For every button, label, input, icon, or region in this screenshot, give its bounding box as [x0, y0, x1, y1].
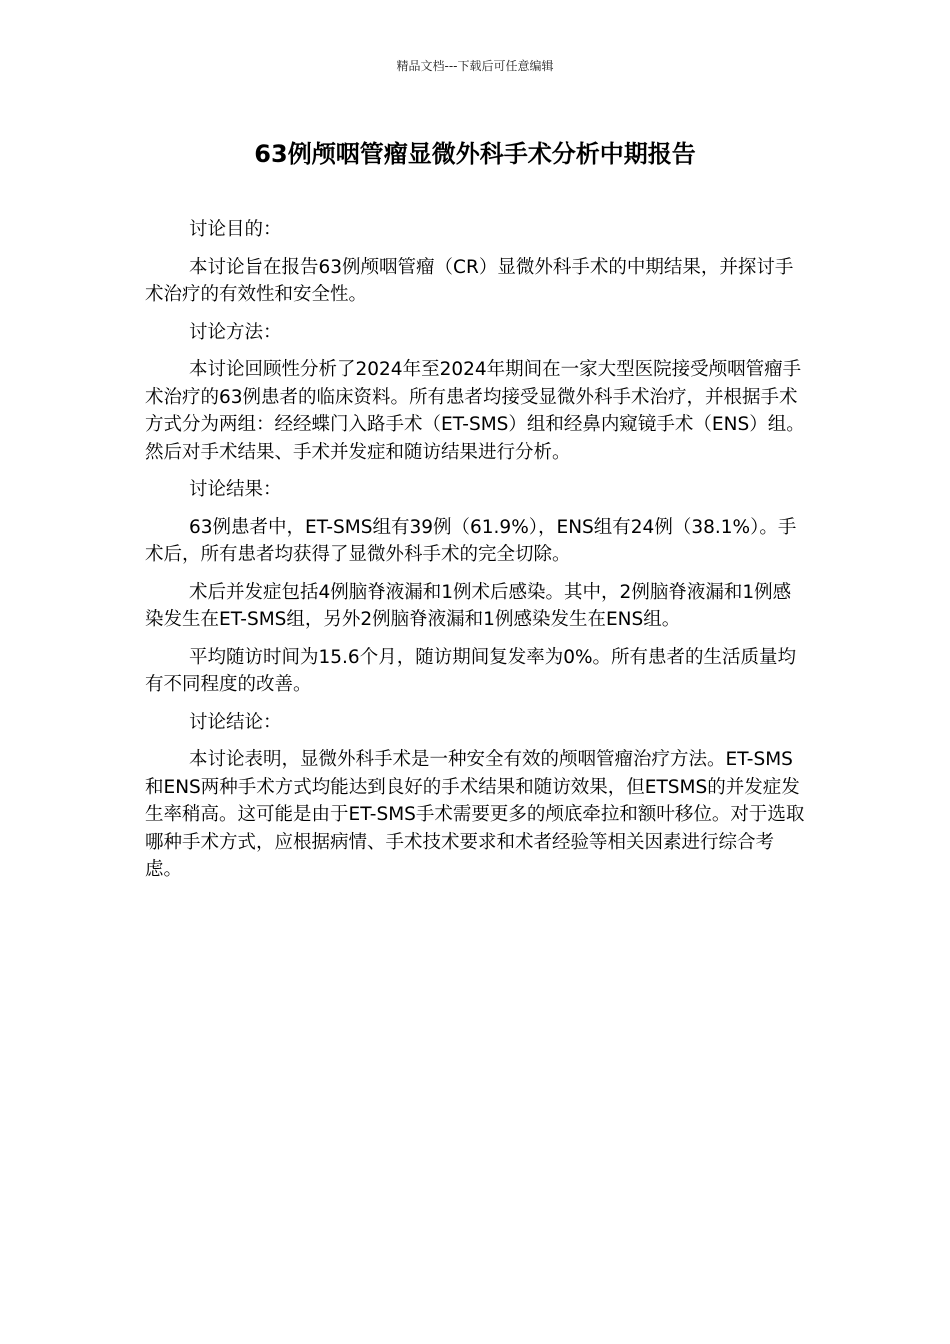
section-heading-methods: 讨论方法： — [189, 321, 282, 343]
document-title: 63例颅咽管瘤显微外科手术分析中期报告 — [254, 140, 696, 168]
section-heading-results: 讨论结果： — [189, 479, 282, 500]
section-purpose — [145, 216, 805, 309]
section-heading-conclusion: 讨论结论： — [189, 711, 282, 733]
paragraph: 术后并发症包括4例脑脊液漏和1例术后感染。其中，2例脑脊液漏和1例感染发生在ET-SMS组，另外2例脑脊液漏和1例感染发生在ENS组。 — [145, 581, 792, 630]
section-results — [145, 476, 805, 699]
paragraph: 63例患者中，ET-SMS组有39例（61.9%），ENS组有24例（38.1%）。手术后，所有患者均获得了显微外科手术的完全切除。 — [145, 516, 797, 565]
document-body — [145, 216, 805, 894]
paragraph: 平均随访时间为15.6个月，随访期间复发率为0%。所有患者的生活质量均有不同程度的改善。 — [145, 646, 797, 695]
section-conclusion — [145, 709, 805, 884]
section-methods — [145, 319, 805, 467]
section-heading-purpose: 讨论目的： — [189, 219, 282, 240]
page-header: 精品文档---下载后可任意编辑 — [396, 59, 554, 73]
paragraph: 本讨论旨在报告63例颅咽管瘤（CR）显微外科手术的中期结果，并探讨手术治疗的有效性和安全性。 — [145, 256, 794, 305]
paragraph: 本讨论回顾性分析了2024年至2024年期间在一家大型医院接受颅咽管瘤手术治疗的63例患者的临床资料。所有患者均接受显微外科手术治疗，并根据手术方式分为两组：经经蝶门入路手术（ET-SMS）组和经鼻内窥镜手术（ENS）组。然后对手术结果、手术并发症和随访结果进行分析。 — [145, 359, 805, 463]
paragraph: 本讨论表明，显微外科手术是一种安全有效的颅咽管瘤治疗方法。ET-SMS和ENS两种手术方式均能达到良好的手术结果和随访效果，但ETSMS的并发症发生率稍高。这可能是由于ET-SMS手术需要更多的颅底牵拉和额叶移位。对于选取哪种手术方式，应根据病情、手术技术要求和术者经验等相关因素进行综合考虑。 — [145, 749, 805, 880]
